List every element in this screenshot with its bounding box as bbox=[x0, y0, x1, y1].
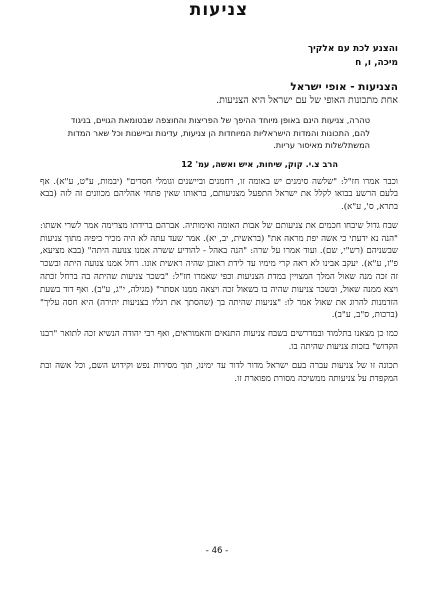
quote-source: הרב צ.י. קוק, שיחות, איש ואשה, עמ' 12 bbox=[181, 158, 338, 169]
paragraph: שבח גדול שיבחו חכמים את צניעותם של אבות האומה ואימותיה. אברהם ברידתו מצרימה אמר לשרי אשתו: "הנה נא ידעתי כי אשה יפת מראה את" (בראשית, יב, יא). אמר שעד עתה לא היה מכיר ביפיה מתוך צניעות שבשניהם (רש"י, שם). ועוד אמרו על שרה: "הנה באהל - להודיע ששרה אמנו צנועה היתה" (בבא מציעא, פ"ז, ע"א). יעקב אבינו לא ראה קרי מימיו עד לידת ראובן שהיה ראשית אונו. רחל אמנו צנועה היתה ובשכר זה זכה מנה שאול המלך המצויין במדת הצניעות וכפי שאמרו חז"ל: "בשכר צניעות שהיתה בה ברחל זכתה ויצא ממנה שאול, ובשכר צניעות שהיה בו בשאול זכה ויצאה ממנו אסתר" (מגילה, י"ג, ע"ב). ואף דוד בשעת הזדמנות להרוג את שאול אמר לו: "צניעות שהיתה בך (שהסתך את רגליו בצניעות יתירה) היא חסה עליך" (ברכות, ס"ב, ע"ב). bbox=[40, 220, 398, 321]
paragraph: כמו כן מצאנו בתלמוד ובמדרשים בשבח צניעות התנאים והאמוראים, ואף רבי יהודה הנשיא זכה לתואר "רבנו הקדוש" בזכות צניעות שהיתה בו. bbox=[40, 329, 398, 353]
epigraph bbox=[40, 42, 398, 70]
paragraph: וכבר אמרו חז"ל: "שלשה סימנים יש באומה זו, רחמנים וביישנים וגומלי חסדים" (יבמות, ע"ט, ע"א). אף בלעם הרשע בבואו לקלל את ישראל התפעל מצניעותם, בראותו שאין פתחי אהליהם מכוונים זה לזה (בבא בתרא, ס', ע"א). bbox=[40, 176, 398, 213]
block-quote: טהרה, צניעות הינם באופן מיוחד ההיפך של הפריצות והחוצפה שבטומאת הגויים, בניגוד להם, התכונות והמדות הישראליות המיוחדות הן צניעות, עדינות וביישנות וכל שאר המדות המשתלשלות מאיסור עריות. bbox=[67, 115, 370, 150]
epigraph-text: והצנע לכת עם אלקיך bbox=[307, 44, 398, 54]
intro-line: אחת מתכונות האופי של עם ישראל היא הצניעות. bbox=[216, 95, 398, 106]
section-heading: הצניעות - אופי ישראל bbox=[290, 81, 398, 93]
epigraph-source: מיכה, ו, ח bbox=[355, 58, 398, 68]
paragraph: תכונה זו של צניעות עברה בעם ישראל מדור לדור עד ימינו, תוך מסירות נפש וקידוש השם, וכל אשה ובת המקפדת על צניעותה ממשיכה מסורת מפוארת זו. bbox=[40, 360, 398, 384]
page-title: צניעות bbox=[189, 0, 249, 20]
page-number: - 46 - bbox=[205, 546, 229, 556]
